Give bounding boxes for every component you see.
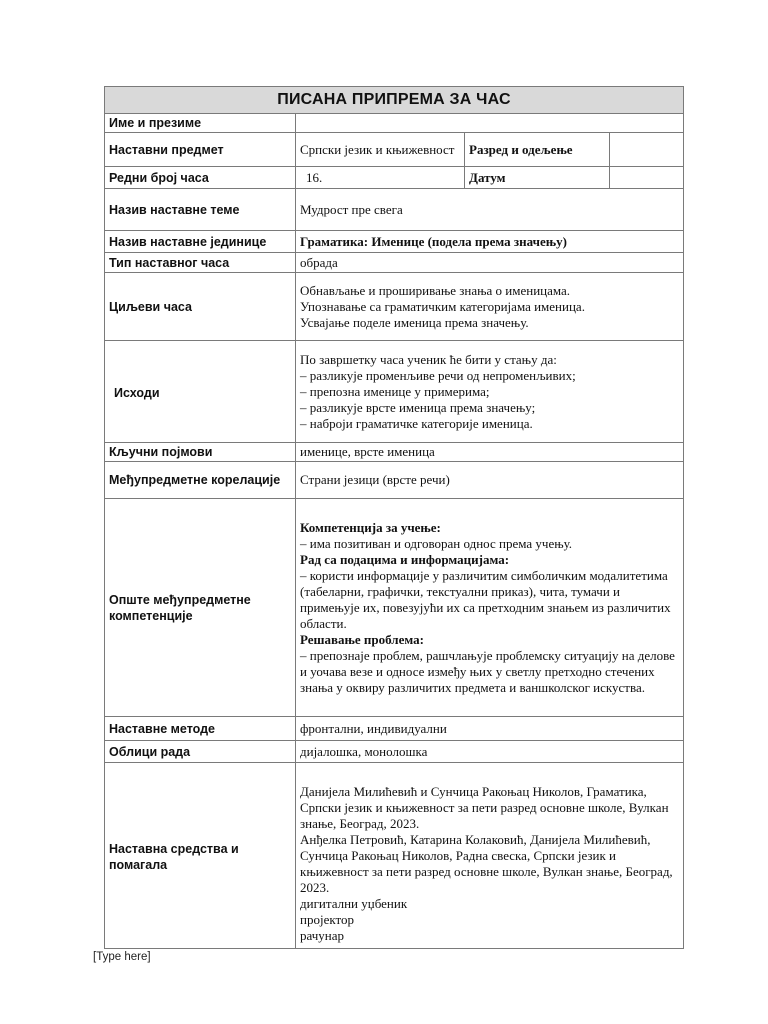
goals-label: Циљеви часа bbox=[105, 273, 296, 341]
resource-item: Анђелка Петровић, Катарина Колаковић, Данијела Милићевић, Сунчица Ракоњац Николов, Радна свеска, Српски језик и књижевност за пети разред основне школе, Вулкан знање, Београд, 2023. bbox=[300, 831, 673, 895]
resource-item: дигитални уџбеник bbox=[300, 895, 408, 911]
outcome-line: По завршетку часа ученик ће бити у стању да: bbox=[300, 351, 557, 367]
key-terms-value: именице, врсте именица bbox=[296, 443, 684, 462]
footer-placeholder[interactable]: [Type here] bbox=[93, 951, 151, 963]
outcome-line: – наброји граматичке категорије именица. bbox=[300, 415, 533, 431]
grade-value bbox=[610, 133, 684, 167]
competency-heading: Решавање проблема: bbox=[300, 631, 424, 647]
table-row bbox=[105, 462, 684, 499]
goal-line: Обнављање и проширивање знања о именицама. bbox=[300, 282, 571, 298]
correlations-label: Међупредметне корелације bbox=[105, 462, 296, 499]
outcomes-label: Исходи bbox=[105, 341, 296, 443]
resources-value bbox=[296, 763, 684, 949]
lesson-number-label: Редни број часа bbox=[105, 167, 296, 189]
work-forms-label: Облици рада bbox=[105, 741, 296, 763]
theme-label: Назив наставне теме bbox=[105, 189, 296, 231]
table-row bbox=[105, 253, 684, 273]
table-row bbox=[105, 114, 684, 133]
subject-value: Српски језик и књижевност bbox=[296, 133, 465, 167]
name-label: Име и презиме bbox=[105, 114, 296, 133]
competency-heading: Компетенција за учење: bbox=[300, 519, 441, 535]
methods-label: Наставне методе bbox=[105, 717, 296, 741]
resource-item: пројектор bbox=[300, 911, 354, 927]
name-value bbox=[296, 114, 684, 133]
methods-value: фронтални, индивидуални bbox=[296, 717, 684, 741]
goals-value bbox=[296, 273, 684, 341]
unit-value: Граматика: Именице (подела према значењу) bbox=[296, 231, 684, 253]
outcomes-value bbox=[296, 341, 684, 443]
lesson-number-value: 16. bbox=[296, 167, 465, 189]
resource-item: рачунар bbox=[300, 927, 345, 943]
table-row bbox=[105, 273, 684, 341]
lesson-type-label: Тип наставног часа bbox=[105, 253, 296, 273]
competencies-label: Опште међупредметне компетенције bbox=[105, 499, 296, 717]
subject-label: Наставни предмет bbox=[105, 133, 296, 167]
resources-label: Наставна средства и помагала bbox=[105, 763, 296, 949]
table-row bbox=[105, 133, 684, 167]
table-row bbox=[105, 167, 684, 189]
date-label: Датум bbox=[465, 167, 610, 189]
page-title: ПИСАНА ПРИПРЕМА ЗА ЧАС bbox=[105, 87, 684, 114]
title-row bbox=[105, 87, 684, 114]
competency-heading: Рад са подацима и информацијама: bbox=[300, 551, 510, 567]
lesson-type-value: обрада bbox=[296, 253, 684, 273]
work-forms-value: дијалошка, монолошка bbox=[296, 741, 684, 763]
table-row bbox=[105, 443, 684, 462]
lesson-plan-table bbox=[104, 86, 684, 949]
table-row bbox=[105, 763, 684, 949]
theme-value: Мудрост пре свега bbox=[296, 189, 684, 231]
table-row bbox=[105, 717, 684, 741]
table-row bbox=[105, 741, 684, 763]
outcome-line: – препозна именице у примерима; bbox=[300, 383, 490, 399]
outcome-line: – разликује променљиве речи од непроменљивих; bbox=[300, 367, 576, 383]
goal-line: Усвајање поделе именица према значењу. bbox=[300, 314, 529, 330]
key-terms-label: Кључни појмови bbox=[105, 443, 296, 462]
grade-label: Разред и одељење bbox=[465, 133, 610, 167]
table-row bbox=[105, 231, 684, 253]
table-row bbox=[105, 499, 684, 717]
goal-line: Упознавање са граматичким категоријама именица. bbox=[300, 298, 585, 314]
correlations-value: Страни језици (врсте речи) bbox=[296, 462, 684, 499]
outcome-line: – разликује врсте именица према значењу; bbox=[300, 399, 536, 415]
competency-text: – препознаје проблем, рашчлањује проблемску ситуацију на делове и уочава везе и односе између њих у светлу претходно стечених знања у оквиру различитих предмета и ваншколског искуства. bbox=[300, 647, 675, 695]
date-value bbox=[610, 167, 684, 189]
competencies-value bbox=[296, 499, 684, 717]
unit-label: Назив наставне јединице bbox=[105, 231, 296, 253]
resource-item: Данијела Милићевић и Сунчица Ракоњац Николов, Граматика, Српски језик и књижевност за пети разред основне школе, Вулкан знање, Београд, 2023. bbox=[300, 783, 669, 831]
competency-text: – има позитиван и одговоран однос према учењу. bbox=[300, 535, 573, 551]
table-row bbox=[105, 341, 684, 443]
table-row bbox=[105, 189, 684, 231]
competency-text: – користи информације у различитим симболичким модалитетима (табеларни, графички, текстуални приказ), чита, тумачи и примењује их, повезујући их са претходним знањем из различитих области. bbox=[300, 567, 671, 631]
